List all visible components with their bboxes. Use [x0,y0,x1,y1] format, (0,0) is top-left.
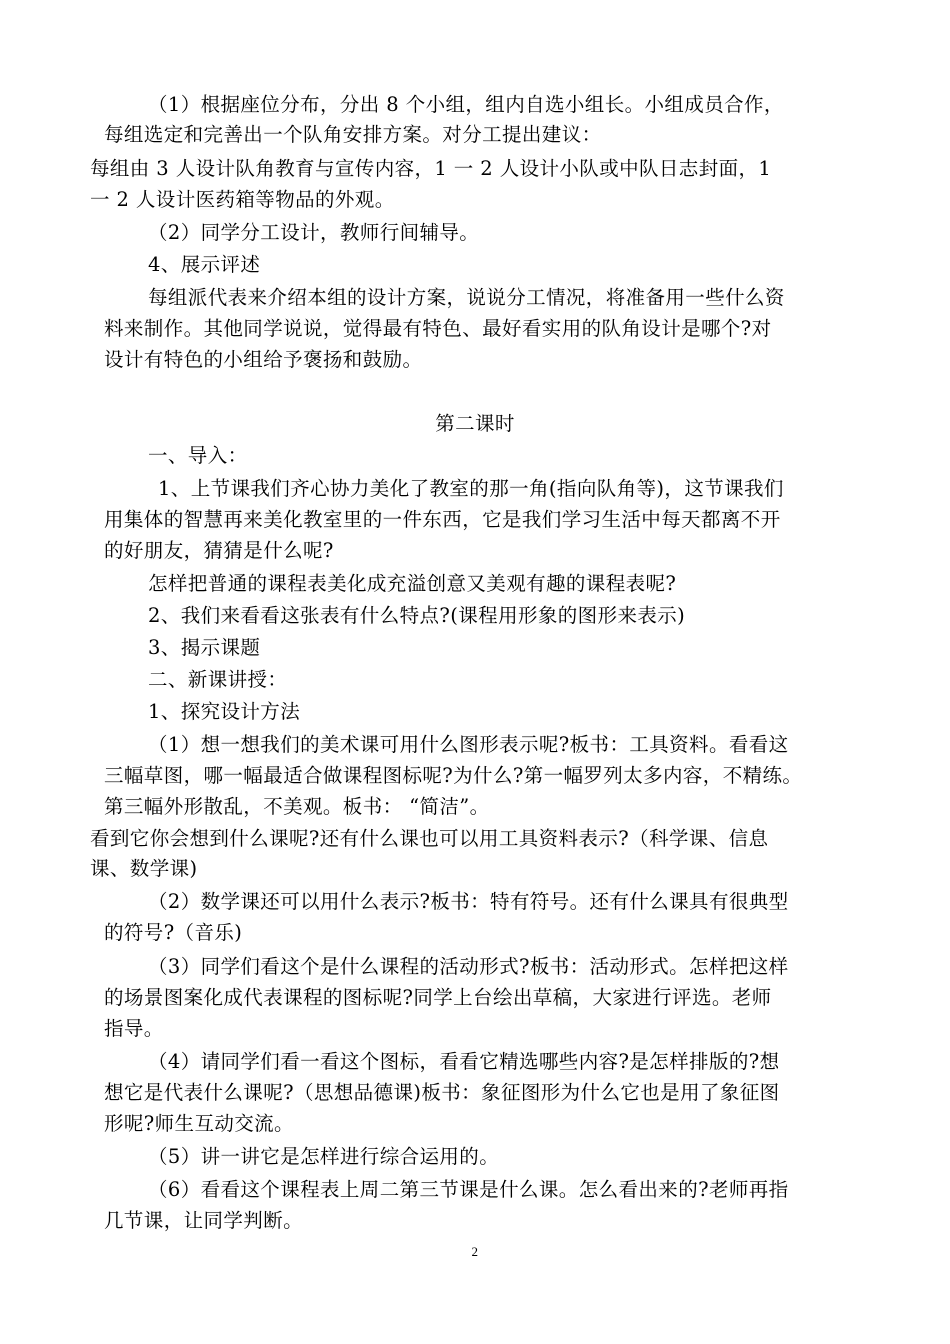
text-line: 怎样把普通的课程表美化成充溢创意又美观有趣的课程表呢? [148,572,677,595]
text-line: 用集体的智慧再来美化教室里的一件东西，它是我们学习生活中每天都离不开 [104,508,781,531]
section-heading: 4、展示评述 [148,253,261,276]
text-line: 想它是代表什么课呢?（思想品德课)板书：象征图形为什么它也是用了象征图 [104,1081,780,1104]
text-line: （1）根据座位分布，分出 8 个小组，组内自选小组长。小组成员合作， [148,93,784,116]
text-line: 一 2 人设计医药箱等物品的外观。 [90,188,395,211]
section-heading: 一、导入： [148,444,248,467]
lesson-heading: 第二课时 [435,412,515,435]
text-line: 每组选定和完善出一个队角安排方案。对分工提出建议： [104,123,602,146]
section-heading: 二、新课讲授： [148,668,288,691]
text-line: 看到它你会想到什么课呢?还有什么课也可以用工具资料表示?（科学课、信息 [90,827,769,850]
text-line: （6）看看这个课程表上周二第三节课是什么课。怎么看出来的?老师再指 [148,1178,789,1201]
text-line: 形呢?师生互动交流。 [104,1112,294,1135]
text-line: 每组派代表来介绍本组的设计方案，说说分工情况，将准备用一些什么资 [148,286,785,309]
text-line: 的好朋友，猜猜是什么呢? [104,539,334,562]
text-line: 设计有特色的小组给予褒扬和鼓励。 [104,348,423,371]
text-line: 每组由 3 人设计队角教育与宣传内容，1 一 2 人设计小队或中队日志封面，1 [90,157,772,180]
text-line: 的符号?（音乐) [104,921,243,944]
text-line: 指导。 [104,1017,164,1040]
text-line: 几节课，让同学判断。 [104,1209,304,1232]
text-line: （2）数学课还可以用什么表示?板书：特有符号。还有什么课具有很典型 [148,890,789,913]
text-line: （1）想一想我们的美术课可用什么图形表示呢?板书：工具资料。看看这 [148,733,789,756]
text-line: 1、探究设计方法 [148,700,301,723]
text-line: 料来制作。其他同学说说，觉得最有特色、最好看实用的队角设计是哪个?对 [104,317,772,340]
text-line: （3）同学们看这个是什么课程的活动形式?板书：活动形式。怎样把这样 [148,955,789,978]
text-line: 1、上节课我们齐心协力美化了教室的那一角(指向队角等)，这节课我们 [158,477,784,500]
text-line: 三幅草图，哪一幅最适合做课程图标呢?为什么?第一幅罗列太多内容，不精练。 [104,764,803,787]
text-line: 的场景图案化成代表课程的图标呢?同学上台绘出草稿，大家进行评选。老师 [104,986,772,1009]
text-line: （2）同学分工设计，教师行间辅导。 [148,221,480,244]
page-number: 2 [471,1244,479,1259]
text-line: 2、我们来看看这张表有什么特点?(课程用形象的图形来表示) [148,604,686,627]
text-line: （5）讲一讲它是怎样进行综合运用的。 [148,1145,500,1168]
text-line: 第三幅外形散乱，不美观。板书： “简洁”。 [104,795,490,818]
text-line: （4）请同学们看一看这个图标，看看它精选哪些内容?是怎样排版的?想 [148,1050,780,1073]
text-line: 课、数学课) [90,857,198,880]
text-line: 3、揭示课题 [148,636,261,659]
